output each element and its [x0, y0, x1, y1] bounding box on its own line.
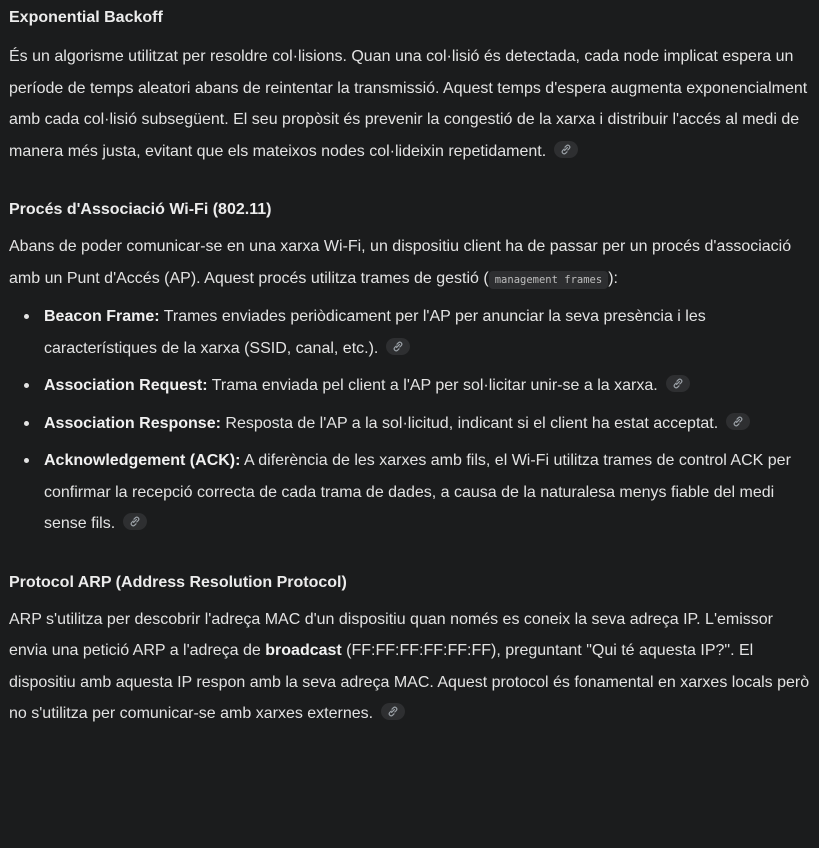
source-link-button[interactable] — [554, 141, 578, 158]
link-icon — [387, 706, 399, 717]
source-link-button[interactable] — [123, 513, 147, 530]
source-link-button[interactable] — [726, 413, 750, 430]
link-icon — [672, 378, 684, 389]
section-intro: Abans de poder comunicar-se en una xarxa Wi-Fi, un dispositiu client ha de passar per un procés d'associació amb un Punt d'Accés (AP). Aquest procés utilitza trames de gestió ( management frames ): — [9, 238, 792, 287]
list-item: Association Request: Trama enviada pel client a l'AP per sol·licitar unir-se a la xarxa. — [44, 370, 812, 402]
list-item: Association Response: Resposta de l'AP a la sol·licitud, indicant si el client ha estat acceptat. — [44, 408, 812, 440]
link-icon — [392, 341, 404, 352]
section-wifi-association — [9, 196, 812, 540]
source-link-button[interactable] — [381, 703, 405, 720]
section-paragraph: ARP s'utilitza per descobrir l'adreça MAC d'un dispositiu quan només es coneix la seva adreça IP. L'emissor envia una petició ARP a l'adreça de broadcast (FF:FF:FF:FF:FF:FF), preguntant "Qui té aquesta IP?". El dispositiu amb aquesta IP respon amb la seva adreça MAC. Aquest protocol és fonamental en xarxes locals però no s'utilitza per comunicar-se amb xarxes externes. — [9, 610, 810, 722]
link-icon — [732, 416, 744, 427]
inline-code: management frames — [489, 271, 608, 289]
list-item: Beacon Frame: Trames enviades periòdicament per l'AP per anunciar la seva presència i les característiques de la xarxa (SSID, canal, etc.). — [44, 301, 812, 364]
link-icon — [129, 516, 141, 527]
section-exponential-backoff — [9, 0, 812, 167]
section-arp-protocol — [9, 569, 812, 730]
section-title: Exponential Backoff — [9, 9, 163, 26]
list-item: Acknowledgement (ACK): A diferència de les xarxes amb fils, el Wi-Fi utilitza trames de control ACK per confirmar la recepció correcta de cada trama de dades, a causa de la naturalesa menys fiable del medi sense fils. — [44, 445, 812, 540]
source-link-button[interactable] — [666, 375, 690, 392]
bullet-list — [9, 301, 812, 540]
link-icon — [560, 144, 572, 155]
section-paragraph: És un algorisme utilitzat per resoldre col·lisions. Quan una col·lisió és detectada, cada node implicat espera un període de temps aleatori abans de reintentar la transmissió. Aquest temps d'espera augmenta exponencialment amb cada col·lisió subsegüent. El seu propòsit és prevenir la congestió de la xarxa i distribuir l'accés al medi de manera més justa, evitant que els mateixos nodes col·lideixin repetidament. — [9, 48, 808, 160]
section-title: Protocol ARP (Address Resolution Protocol) — [9, 573, 347, 591]
source-link-button[interactable] — [386, 338, 410, 355]
section-title: Procés d'Associació Wi-Fi (802.11) — [9, 201, 272, 218]
